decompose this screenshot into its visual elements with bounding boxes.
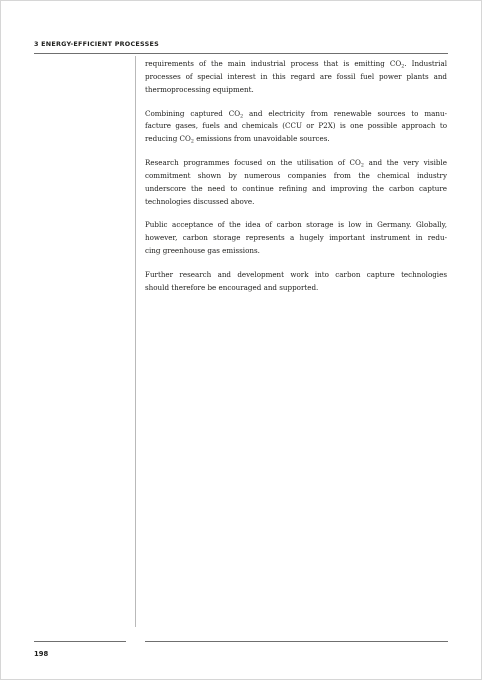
- text-segment: Further research and development work into carbon capture technologies: [145, 269, 447, 279]
- text-segment: reducing CO: [145, 134, 191, 144]
- text-segment: requirements of the main industrial process that is emitting CO: [145, 59, 402, 68]
- text-line: [145, 71, 447, 84]
- paragraph: [145, 58, 447, 97]
- text-line: [145, 120, 447, 133]
- footer-rule-right: [145, 641, 448, 642]
- text-segment: Combining captured CO: [145, 108, 241, 118]
- text-line: [145, 196, 447, 209]
- text-segment: Research programmes focused on the utilisation of CO: [145, 158, 361, 168]
- text-line: [145, 133, 447, 146]
- margin-rule: [135, 56, 136, 627]
- text-line: [145, 183, 447, 196]
- subscript: 2: [240, 114, 244, 120]
- paragraph: [145, 157, 447, 209]
- text-segment: should therefore be encouraged and supported.: [145, 282, 319, 292]
- text-segment: however, carbon storage represents a hugely important instrument in redu-: [145, 233, 447, 243]
- text-line: [145, 84, 447, 97]
- page-number: 198: [34, 650, 49, 658]
- paragraph: [145, 108, 447, 147]
- text-line: [145, 269, 447, 282]
- text-segment: emissions from unavoidable sources.: [193, 134, 330, 144]
- text-segment: . Industrial: [404, 59, 447, 68]
- text-segment: processes of special interest in this regard are fossil fuel power plants and: [145, 71, 447, 81]
- subscript: 2: [190, 139, 194, 145]
- text-line: [145, 282, 447, 295]
- text-line: [145, 170, 447, 183]
- chapter-title: 3 ENERGY-EFFICIENT PROCESSES: [34, 40, 159, 48]
- subscript: 2: [360, 163, 364, 169]
- body-text: [145, 58, 447, 306]
- paragraph: [145, 269, 447, 295]
- text-segment: underscore the need to continue refining and improving the carbon capture: [145, 183, 447, 193]
- text-line: [145, 58, 447, 71]
- text-line: [145, 219, 447, 232]
- text-segment: commitment shown by numerous companies from the chemical industry: [145, 170, 447, 180]
- footer-rule-left: [34, 641, 126, 642]
- text-segment: technologies discussed above.: [145, 196, 255, 206]
- running-header: [34, 31, 448, 54]
- text-segment: Public acceptance of the idea of carbon storage is low in Germany. Globally,: [145, 220, 447, 230]
- text-segment: and electricity from renewable sources to manu-: [243, 108, 447, 118]
- text-line: [145, 245, 447, 258]
- text-line: [145, 232, 447, 245]
- subscript: 2: [401, 64, 405, 70]
- paragraph: [145, 219, 447, 258]
- text-segment: thermoprocessing equipment.: [145, 84, 254, 94]
- text-line: [145, 157, 447, 170]
- text-segment: and the very visible: [363, 158, 447, 168]
- text-segment: facture gases, fuels and chemicals (CCU or P2X) is one possible approach to: [145, 121, 447, 131]
- text-segment: cing greenhouse gas emissions.: [145, 246, 260, 256]
- text-line: [145, 108, 447, 121]
